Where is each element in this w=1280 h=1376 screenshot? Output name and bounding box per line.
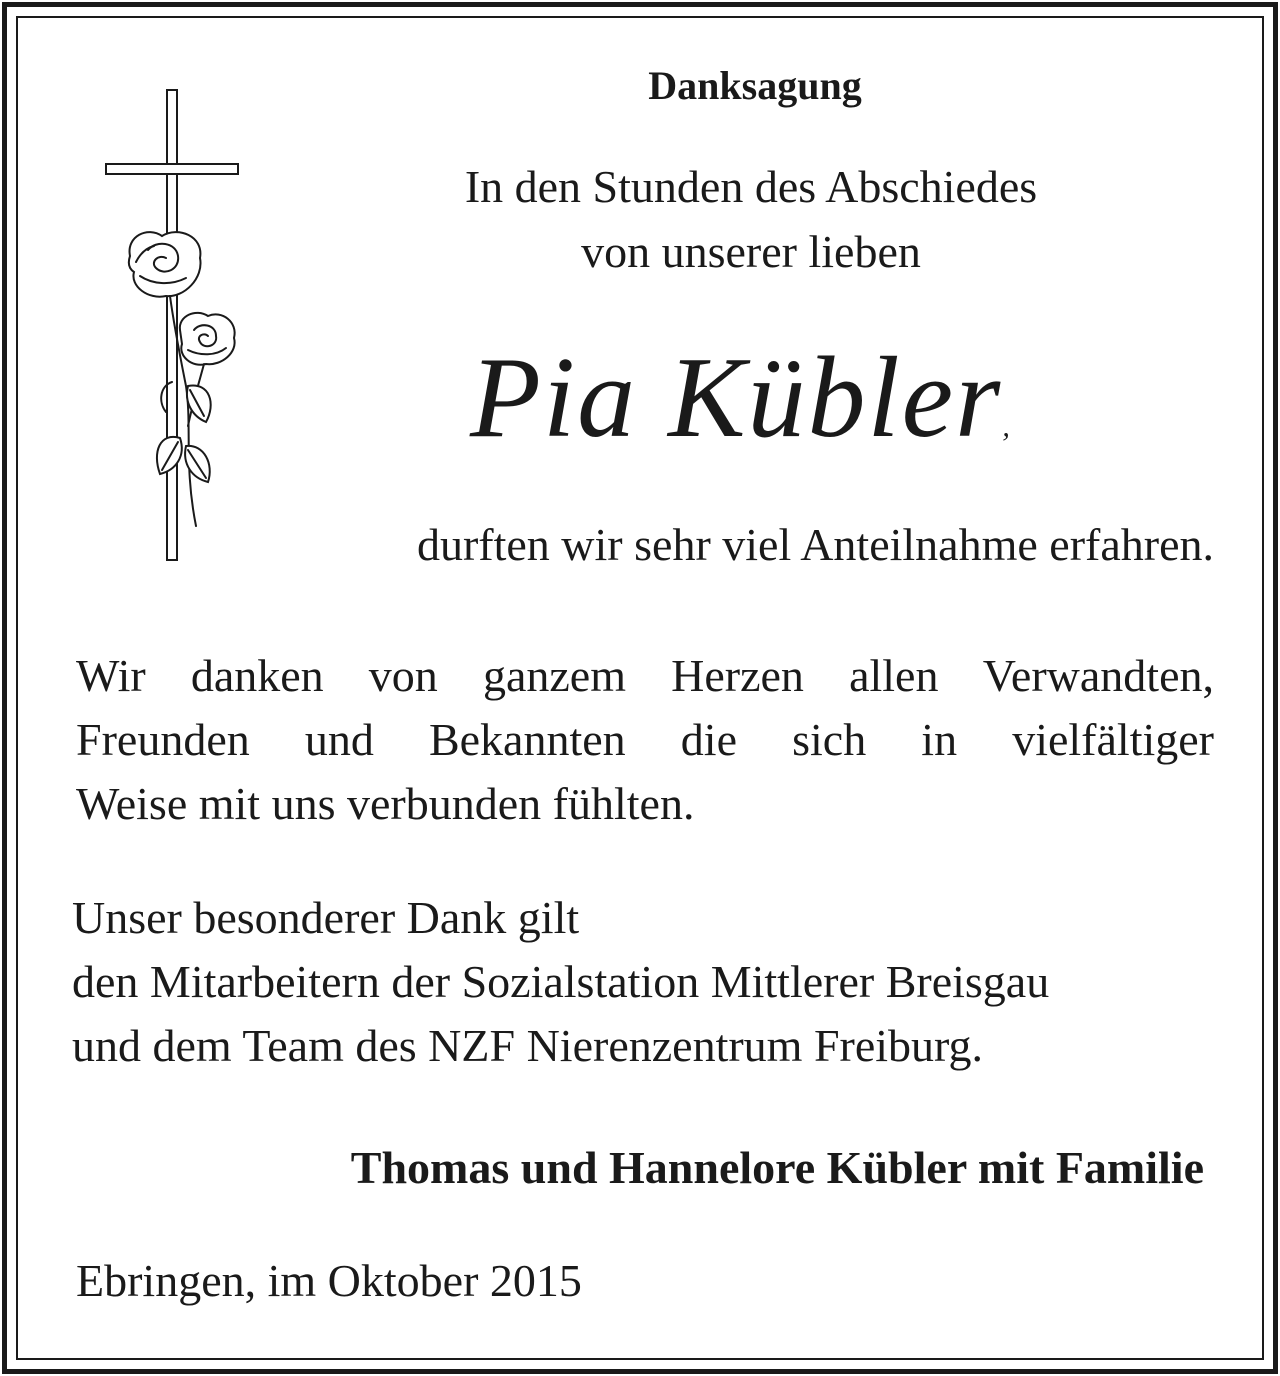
special-thanks-paragraph — [72, 886, 1222, 1078]
intro-line-2: von unserer lieben — [581, 226, 921, 277]
special-line-1: Unser besonderer Dank gilt — [72, 892, 580, 943]
thanks-line-1: Wir danken von ganzem Herzen allen Verwandten, — [76, 650, 1214, 701]
place-date: Ebringen, im Oktober 2015 — [76, 1255, 582, 1306]
thanks-line-3: Weise mit uns verbunden fühlten. — [76, 778, 695, 829]
thanks-line-2: Freunden und Bekannten die sich in vielfältiger — [76, 714, 1214, 765]
heading: Danksagung — [648, 63, 862, 108]
cross-with-roses-icon — [100, 86, 250, 566]
special-line-3: und dem Team des NZF Nierenzentrum Freiburg. — [72, 1020, 984, 1071]
after-name-line: durften wir sehr viel Anteilnahme erfahren. — [416, 519, 1214, 570]
deceased-name-comma: , — [1002, 410, 1012, 443]
deceased-name — [470, 334, 1012, 462]
intro-line-1: In den Stunden des Abschiedes — [464, 161, 1038, 212]
thanks-paragraph — [76, 644, 1214, 836]
signature: Thomas und Hannelore Kübler mit Familie — [350, 1142, 1204, 1193]
special-line-2: den Mitarbeitern der Sozialstation Mittlerer Breisgau — [72, 956, 1050, 1007]
deceased-name-text: Pia Kübler — [470, 334, 1003, 462]
